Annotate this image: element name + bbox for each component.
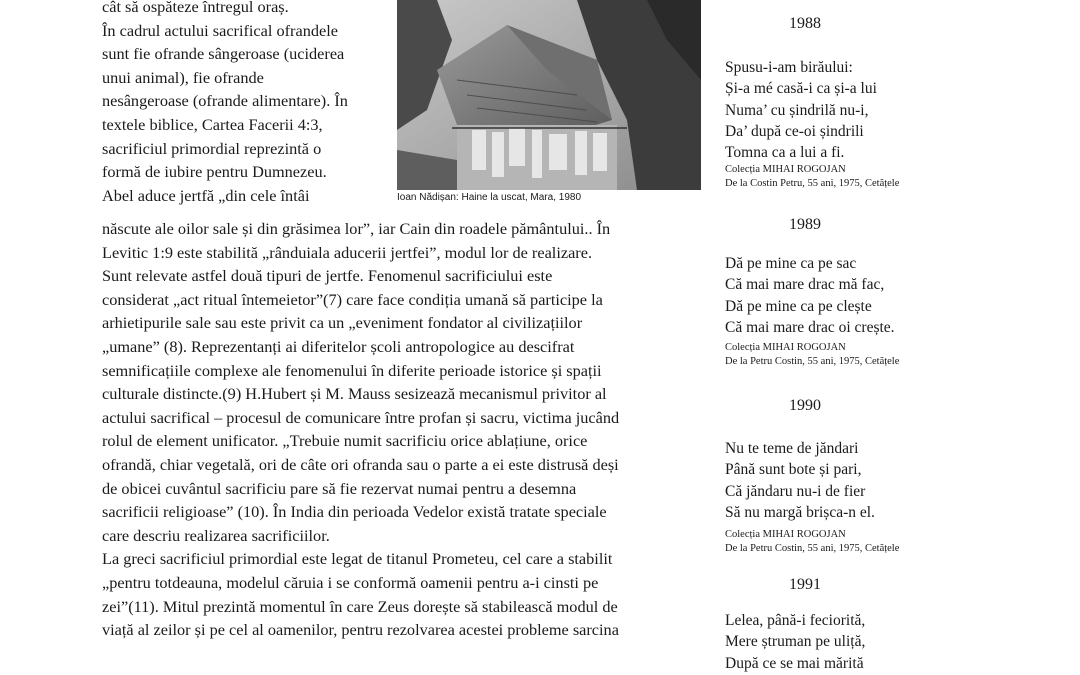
poem-number: 1989	[789, 216, 821, 233]
poem-number: 1991	[789, 576, 821, 593]
poem-1991	[725, 575, 1025, 674]
poem-collection: Colecția MIHAI ROGOJAN	[725, 164, 846, 176]
article-line: născute ale oilor sale și din grăsimea lor”, iar Cain din roadele pământului.. În	[102, 219, 611, 238]
article-line: viață al zeilor și pe cel al oamenilor, pentru rezolvarea acestei probleme sarcina	[102, 620, 619, 640]
article-line: „pentru totdeauna, modelul căruia i se conformă oamenii pentru a-i cinsti pe	[102, 572, 599, 592]
poem-number: 1990	[789, 397, 821, 414]
article-line: Abel aduce jertfă „din cele întâi	[102, 185, 310, 205]
article-line: actului sacrifical – procesul de comunicare între profan și sacru, victima jucând	[102, 407, 620, 427]
poem-verse: Spusu-i-am birăului:	[725, 59, 853, 76]
article-line: Sunt relevate astfel două tipuri de jertfe. Fenomenul sacrificiului este	[102, 266, 553, 286]
poem-verse: Mere ștruman pe uliță,	[725, 633, 866, 651]
article-line: La greci sacrificiul primordial este legat de titanul Prometeu, cel care a stabilit	[102, 549, 613, 569]
article-line: arhietipurile sale sau este privit ca un „eveniment fondator al civilizațiilor	[102, 313, 583, 333]
poem-1989	[725, 215, 1025, 369]
poem-verse: Să nu margă brișca-n el.	[725, 503, 875, 521]
poem-verse: Numa’ cu șindrilă nu-i,	[725, 101, 869, 119]
photo-caption: Ioan Nădișan: Haine la uscat, Mara, 1980	[397, 192, 581, 203]
poem-verse: Și-a mé casă-i ca și-a lui	[725, 80, 877, 98]
article-line: de obicei cuvântul sacrificiu pare să fie rezervat numai pentru a desemna	[102, 478, 577, 498]
poem-collection: Colecția MIHAI ROGOJAN	[725, 342, 846, 354]
article-text-wide	[102, 217, 619, 642]
poem-verse: Că mai mare drac oi crește.	[725, 318, 895, 336]
poem-verse: Dă pe mine ca pe clește	[725, 297, 872, 315]
poem-1988	[725, 14, 1025, 191]
poem-1990	[725, 396, 1025, 556]
article-text-narrow	[102, 0, 348, 207]
photo-image	[397, 0, 701, 190]
poem-verse: Că mai mare drac mă fac,	[725, 276, 885, 294]
poem-verse: Că jăndaru nu-i de fier	[725, 482, 866, 500]
poem-source: De la Petru Costin, 55 ani, 1975, Cetățele	[725, 356, 900, 368]
article-line: textele biblice, Cartea Facerii 4:3,	[102, 114, 323, 134]
article-line: nesângeroase (ofrande alimentare). În	[102, 91, 348, 111]
poem-verse: Tomna ca a lui a fi.	[725, 144, 845, 162]
poem-source: De la Petru Costin, 55 ani, 1975, Cetățele	[725, 543, 900, 555]
photo-haine-la-uscat	[397, 0, 701, 190]
article-line: cât să ospăteze întregul oraș.	[102, 0, 289, 16]
poem-source: De la Costin Petru, 55 ani, 1975, Cetățele	[725, 178, 900, 190]
article-line: sacrificii religioase” (10). În India din perioada Vedelor există tratate speciale	[102, 502, 607, 522]
poem-verse: Până sunt bote și pari,	[725, 461, 862, 479]
article-line: formă de iubire pentru Dumnezeu.	[102, 162, 327, 182]
poem-number: 1988	[789, 15, 821, 32]
poem-verse: Lelea, până-i feciorită,	[725, 612, 866, 629]
article-line: culturale distincte.(9) H.Hubert și M. Mauss sesizează mecanismul privitor al	[102, 384, 607, 404]
poem-verse: După ce se mai mărită	[725, 654, 864, 672]
article-line: care descriu realizarea sacrificiilor.	[102, 525, 330, 545]
article-line: Levitic 1:9 este stabilită „rânduiala aducerii jertfei”, modul lor de realizare.	[102, 242, 593, 262]
poem-verse: Da’ după ce-oi șindrili	[725, 122, 864, 140]
poem-collection: Colecția MIHAI ROGOJAN	[725, 529, 846, 541]
article-line: unui animal), fie ofrande	[102, 67, 264, 87]
article-line: considerat „act ritual întemeietor”(7) care face condiția umană să participe la	[102, 289, 603, 309]
article-line: În cadrul actului sacrifical ofrandele	[102, 20, 338, 40]
article-line: „umane” (8). Reprezentanți ai diferitelor școli antropologice au descifrat	[102, 336, 575, 356]
article-line: sacrificiul primordial reprezintă o	[102, 138, 322, 158]
article-line: zei”(11). Mitul prezintă momentul în care Zeus dorește să stabilească modul de	[102, 596, 618, 616]
article-line: semnificațiile complexe ale fenomenului în diferite perioade istorice și spații	[102, 360, 602, 380]
article-line: sunt fie ofrande sângeroase (uciderea	[102, 44, 345, 64]
article-line: ofrandă, chiar vegetală, ori de câte ori ofranda sau o parte a ei este distrusă deși	[102, 454, 619, 474]
poem-verse: Dă pe mine ca pe sac	[725, 255, 857, 272]
poem-verse: Nu te teme de jăndari	[725, 440, 859, 457]
article-line: rolul de element unificator. „Trebuie numit sacrificiu orice ablațiune, orice	[102, 431, 588, 451]
